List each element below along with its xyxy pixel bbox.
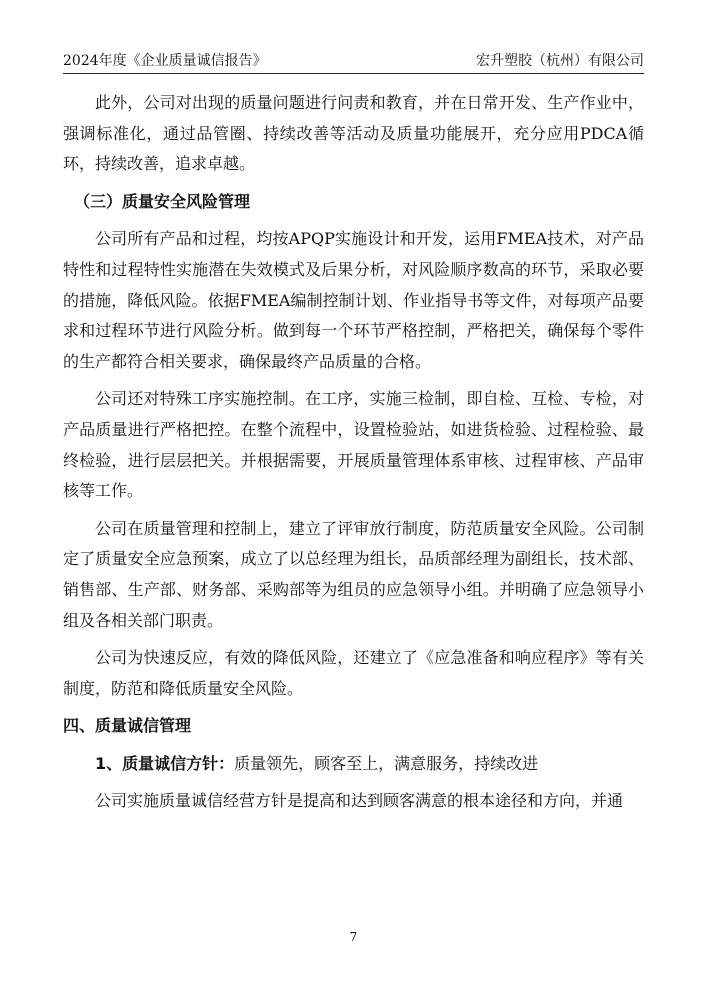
page-header (63, 50, 644, 72)
section-heading-risk-management: （三）质量安全风险管理 (74, 191, 251, 211)
quality-policy-text: 质量领先，顾客至上，满意服务，持续改进 (234, 753, 539, 773)
header-company-name: 宏升塑胶（杭州）有限公司 (476, 53, 644, 69)
quality-policy-label: 1、质量诚信方针： (95, 753, 235, 773)
page-number: 7 (349, 930, 358, 944)
paragraph-emergency-plan: 公司在质量管理和控制上，建立了评审放行制度，防范质量安全风险。公司制定了质量安全应急预案，成立了以总经理为组长，品质部经理为副组长，技术部、销售部、生产部、财务部、采购部等为组员的应急领导小组。并明确了应急领导小组及各相关部门职责。 (63, 518, 644, 630)
document-body (63, 88, 644, 824)
section-heading-quality-integrity: 四、质量诚信管理 (63, 716, 192, 736)
paragraph-response-procedure: 公司为快速反应，有效的降低风险，还建立了《应急准备和响应程序》等有关制度，防范和降低质量安全风险。 (63, 648, 644, 698)
header-report-title: 2024年度《企业质量诚信报告》 (63, 53, 267, 69)
paragraph-special-process: 公司还对特殊工序实施控制。在工序，实施三检制，即自检、互检、专检，对产品质量进行严格把控。在整个流程中，设置检验站，如进货检验、过程检验、最终检验，进行层层把关。并根据需要，开展质量管理体系审核、过程审核、产品审核等工作。 (63, 389, 644, 501)
header-divider (63, 73, 644, 74)
quality-policy-line (63, 749, 644, 780)
paragraph-apqp-fmea: 公司所有产品和过程，均按APQP实施设计和开发，运用FMEA技术，对产品特性和过程特性实施潜在失效模式及后果分析，对风险顺序数高的环节，采取必要的措施，降低风险。依据FMEA编制控制计划、作业指导书等文件，对每项产品要求和过程环节进行风险分析。做到每一个环节严格控制，严格把关，确保每个零件的生产都符合相关要求，确保最终产品质量的合格。 (63, 229, 644, 371)
paragraph-accountability: 此外，公司对出现的质量问题进行问责和教育，并在日常开发、生产作业中，强调标准化，通过品管圈、持续改善等活动及质量功能展开，充分应用PDCA循环，持续改善，追求卓越。 (63, 93, 644, 174)
paragraph-policy-implementation: 公司实施质量诚信经营方针是提高和达到顾客满意的根本途径和方向，并通 (95, 791, 624, 811)
